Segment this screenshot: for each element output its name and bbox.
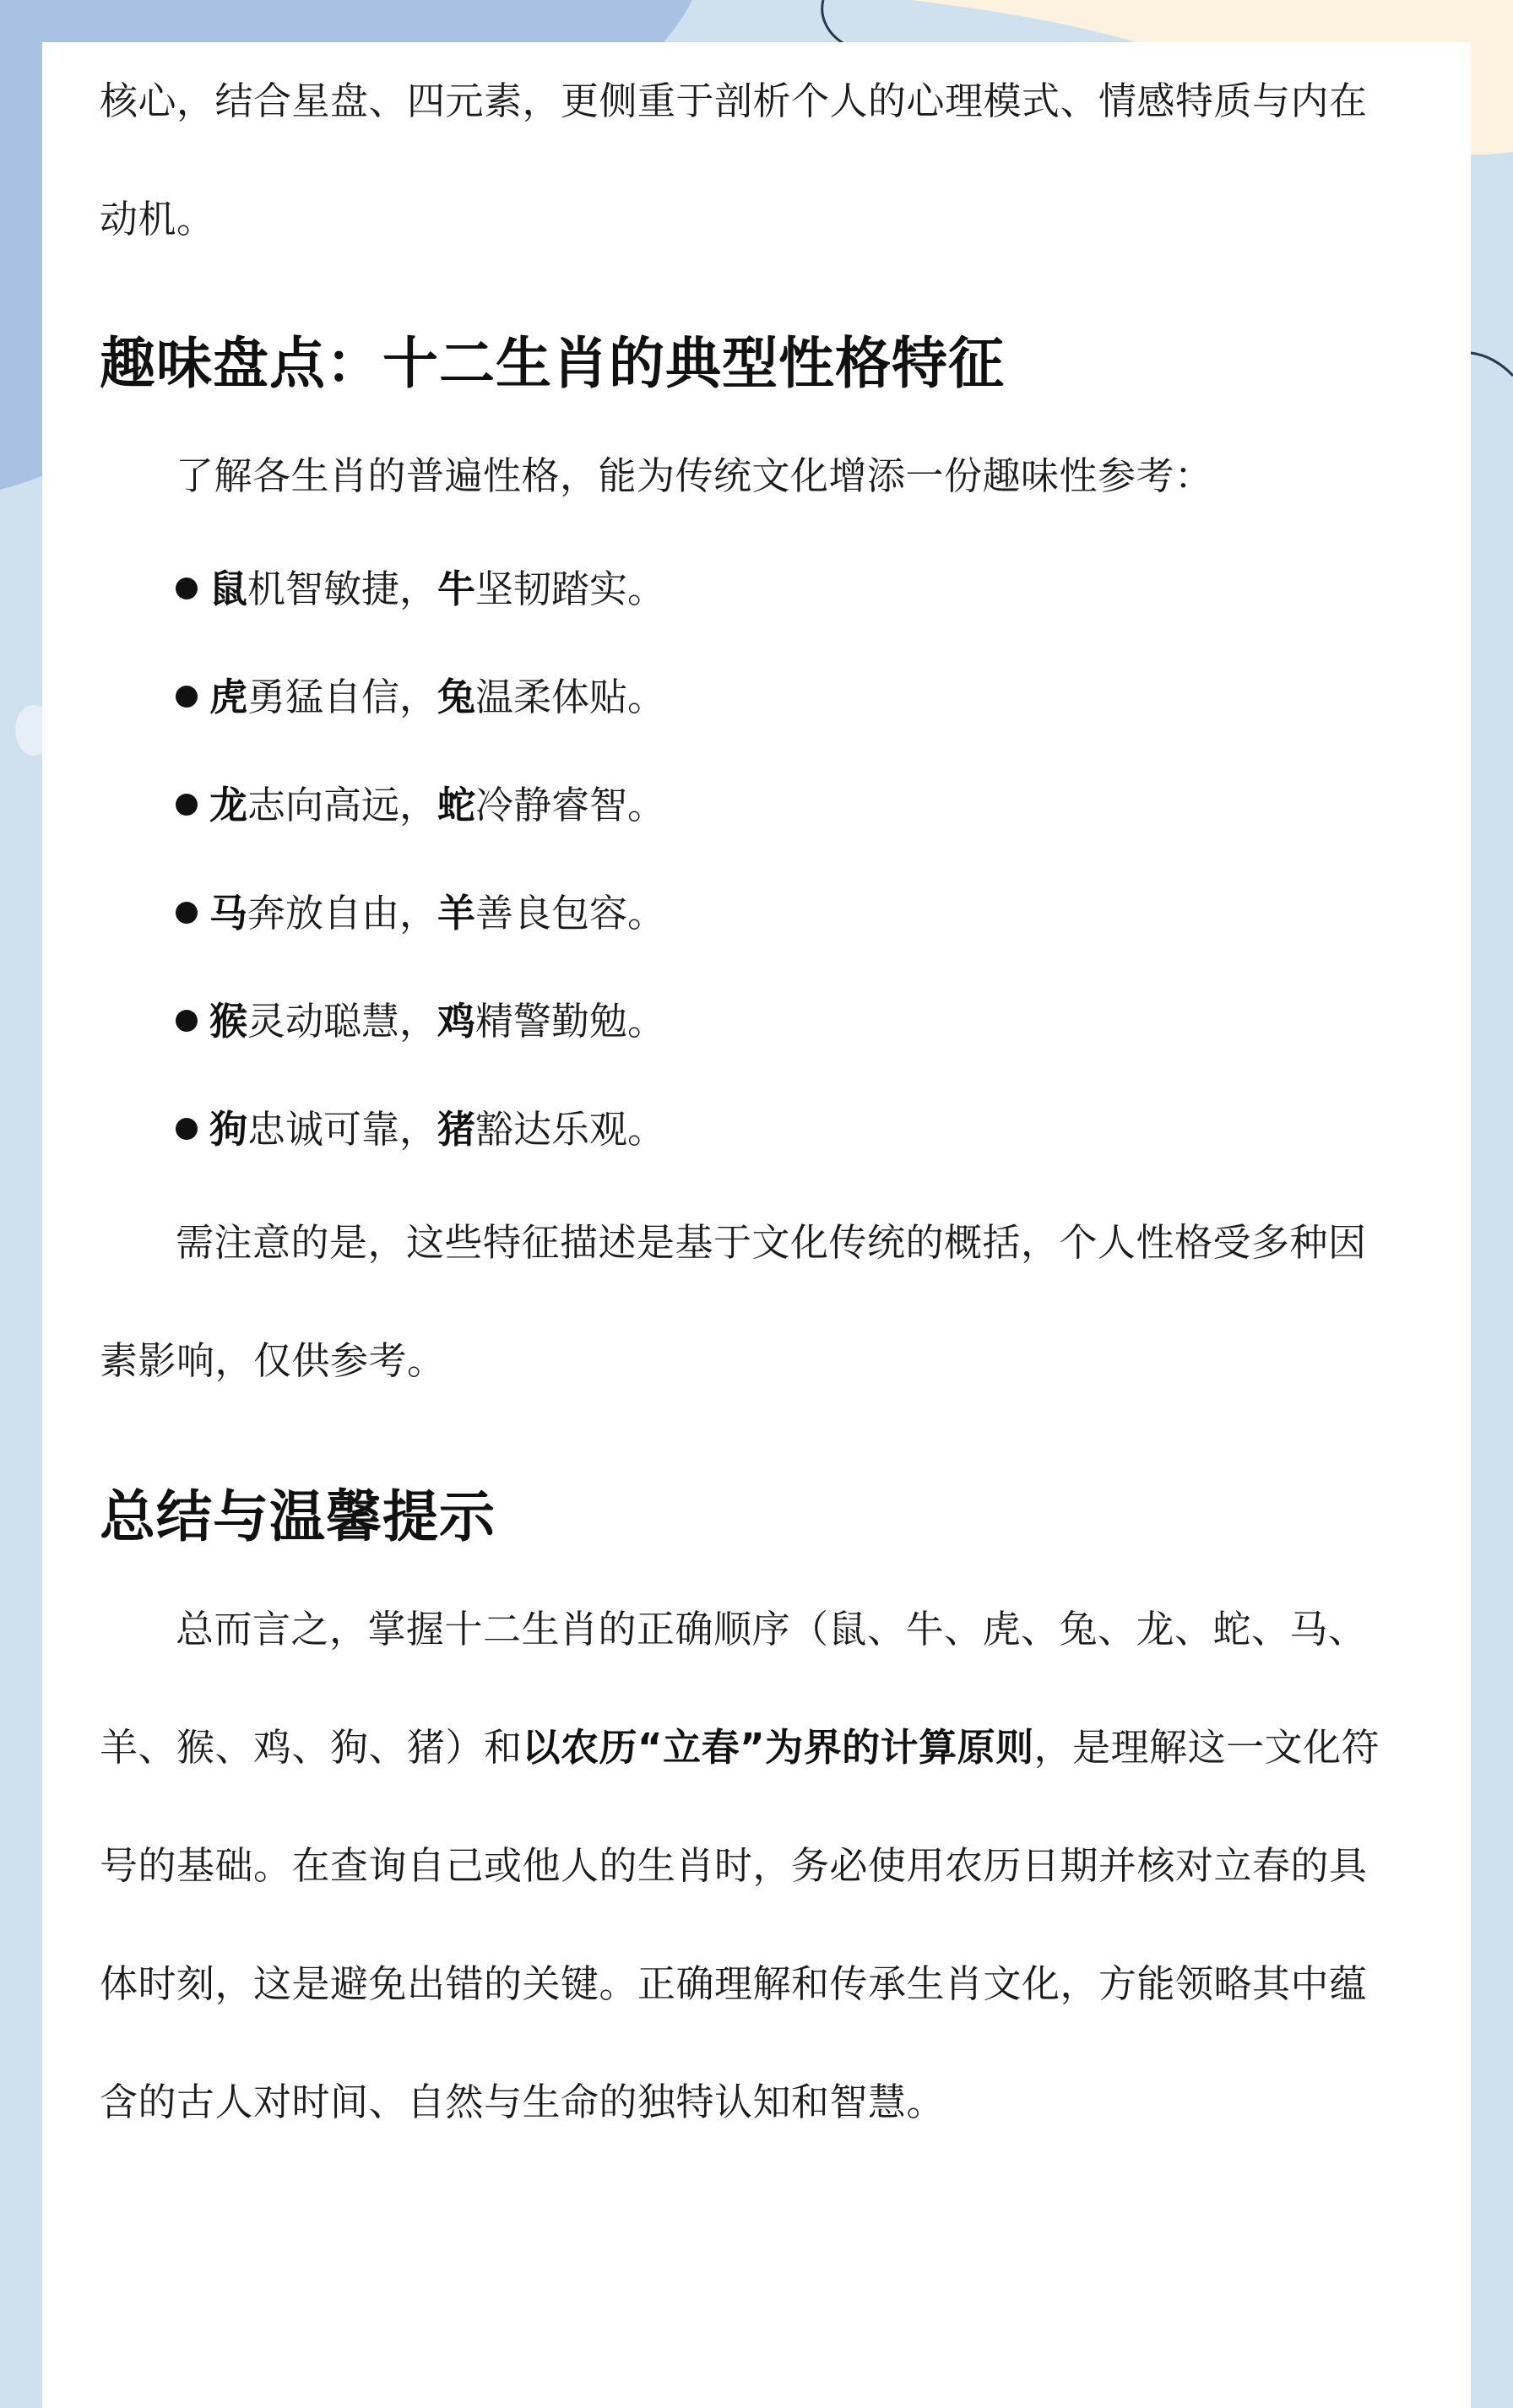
list-item: 龙志向高远，蛇冷静睿智。	[100, 751, 1391, 860]
bullet-icon	[176, 794, 198, 816]
article	[100, 42, 1391, 2161]
summary-paragraph: 总而言之，掌握十二生肖的正确顺序（鼠、牛、虎、兔、龙、蛇、马、羊、猴、鸡、狗、猪）和以农历“立春”为界的计算原则，是理解这一文化符号的基础。在查询自己或他人的生肖时，务必使用农历日期并核对立春的具体时刻，这是避免出错的关键。正确理解和传承生肖文化，方能领略其中蕴含的古人对时间、自然与生命的独特认知和智慧。	[100, 1607, 1380, 2124]
bullet-icon	[176, 1118, 198, 1140]
section1-note: 需注意的是，这些特征描述是基于文化传统的概括，个人性格受多种因素影响，仅供参考。	[100, 1220, 1367, 1383]
list-item: 虎勇猛自信，兔温柔体贴。	[100, 643, 1391, 751]
section1-lead: 了解各生肖的普遍性格，能为传统文化增添一份趣味性参考：	[176, 453, 1213, 498]
zodiac-traits-list	[100, 535, 1391, 1184]
section-heading-zodiac-traits: 趣味盘点：十二生肖的典型性格特征	[100, 331, 1005, 396]
bullet-icon	[176, 902, 198, 924]
list-item: 狗忠诚可靠，猪豁达乐观。	[100, 1076, 1391, 1184]
intro-paragraph: 核心，结合星盘、四元素，更侧重于剖析个人的心理模式、情感特质与内在动机。	[100, 79, 1368, 241]
list-item: 猴灵动聪慧，鸡精警勤勉。	[100, 968, 1391, 1076]
bullet-icon	[176, 686, 198, 708]
list-item: 鼠机智敏捷，牛坚韧踏实。	[100, 535, 1391, 643]
bullet-icon	[176, 1010, 198, 1032]
list-item: 马奔放自由，羊善良包容。	[100, 860, 1391, 968]
section-heading-summary: 总结与温馨提示	[100, 1484, 496, 1549]
bullet-icon	[176, 578, 198, 599]
summary-bold-rule: 以农历“立春”为界的计算原则	[522, 1725, 1034, 1770]
